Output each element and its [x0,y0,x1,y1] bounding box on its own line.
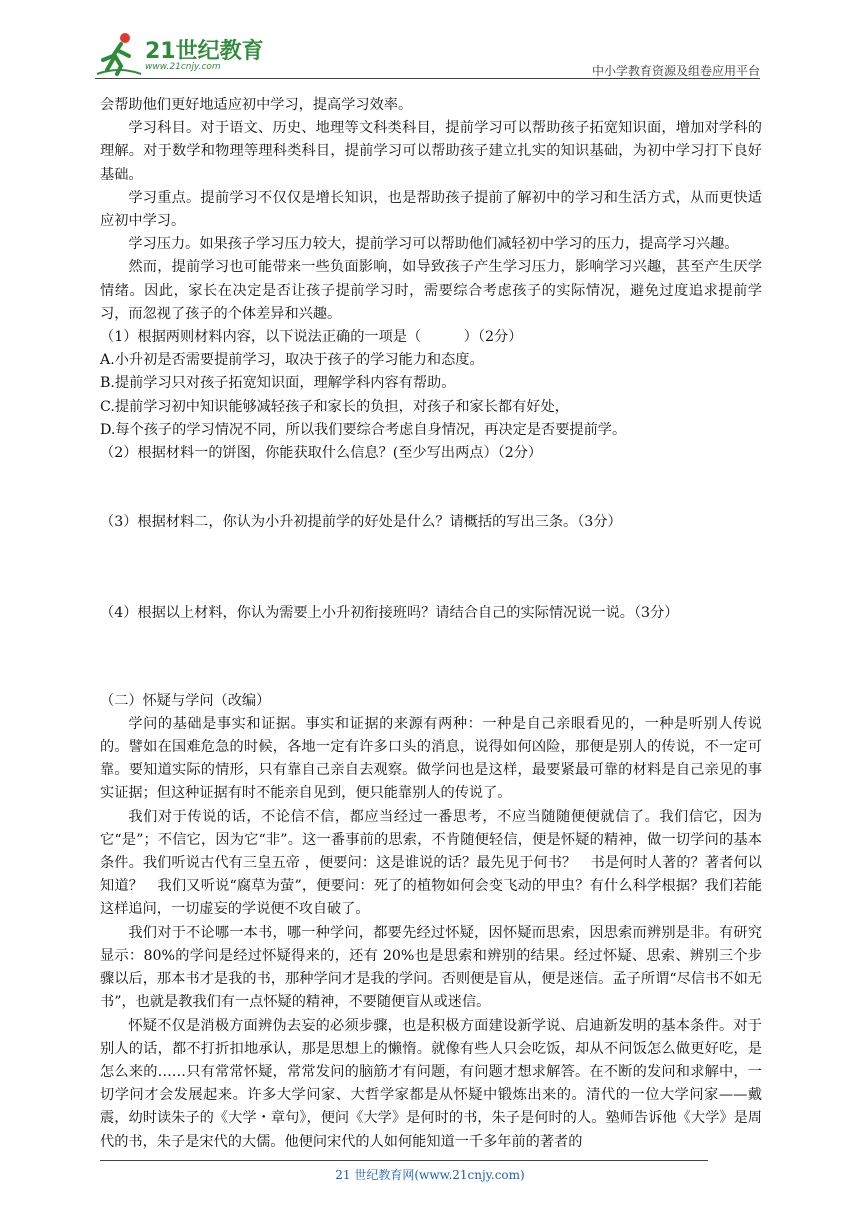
section-title: （二）怀疑与学问（改编） [100,692,271,709]
platform-title: 中小学教育资源及组卷应用平台 [591,64,760,78]
paragraph: 学问的基础是事实和证据。事实和证据的来源有两种：一种是自己亲眼看见的，一种是听别人传说的。譬如在国难危急的时候，各地一定有许多口头的消息，说得如何凶险，那便是别人的传说，不一定可靠。要知道实际的情形，只有靠自己亲自去观察。做学问也是这样，最要紧最可靠的材料是自己亲见的事实证据；但这种证据有时不能亲自见到，便只能靠别人的传说了。 [100,715,762,802]
document-body [100,94,762,1154]
paragraph: 学习重点。提前学习不仅仅是增长知识，也是帮助孩子提前了解初中的学习和生活方式，从而更快适应初中学习。 [100,189,762,230]
header-divider [95,78,760,79]
question-3: （3）根据材料二，你认为小升初提前学的好处是什么？请概括的写出三条。（3分） [100,514,622,531]
paragraph: 然而，提前学习也可能带来一些负面影响，如导致孩子产生学习压力，影响学习兴趣，甚至产生厌学情绪。因此，家长在决定是否让孩子提前学习时，需要综合考虑孩子的实际情况，避免过度追求提前学习，而忽视了孩子的个体差异和兴趣。 [100,259,762,322]
paragraph: 我们对于不论哪一本书，哪一种学问，都要先经过怀疑，因怀疑而思索，因思索而辨别是非。有研究显示：80%的学问是经过怀疑得来的，还有 20%也是思索和辨别的结果。经过怀疑、思索、辨别三个步骤以后，那本书才是我的书，那种学问才是我的学问。否则便是盲从，便是迷信。孟子所谓“尽信书不如无书”，也就是教我们有一点怀疑的精神，不要随便盲从或迷信。 [100,924,762,1011]
logo [95,30,275,78]
paragraph: 学习科目。对于语文、历史、地理等文科类科目，提前学习可以帮助孩子拓宽知识面，增加对学科的理解。对于数学和物理等理科类科目，提前学习可以帮助孩子建立扎实的知识基础，为初中学习打下良好基础。 [100,120,762,183]
paragraph: 怀疑不仅是消极方面辨伪去妄的必须步骤，也是积极方面建设新学说、启迪新发明的基本条件。对于别人的话，都不打折扣地承认，那是思想上的懒惰。就像有些人只会吃饭，却从不问饭怎么做更好吃，是怎么来的……只有常常怀疑，常常发问的脑筋才有问题，有问题才想求解答。在不断的发问和求解中，一切学问才会发展起来。许多大学问家、大哲学家都是从怀疑中锻炼出来的。清代的一位大学问家——戴震，幼时读朱子的《大学・章句》，便问《大学》是何时的书，朱子是何时的人。塾师告诉他《大学》是周代的书，朱子是宋代的大儒。他便问宋代的人如何能知道一千多年前的著者的 [100,1017,762,1150]
answer-space [100,626,762,690]
logo-text: 21世纪教育 [145,39,264,64]
footer-divider [100,1160,708,1161]
option-b: B.提前学习只对孩子拓宽知识面，理解学科内容有帮助。 [100,375,456,392]
paragraph: 我们对于传说的话，不论信不信，都应当经过一番思考，不应当随随便便就信了。我们信它，因为它“是”；不信它，因为它“非”。这一番事前的思索，不肯随便轻信，便是怀疑的精神，做一切学问的基本条件。我们听说古代有三皇五帝 ，便要问：这是谁说的话？最先见于何书？ 书是何时人著的？著者何以知道？ 我们又听说“腐草为萤”，便要问：死了的植物如何会变飞动的甲虫？有什么科学根据？我们若能这样追问，一切虚妄的学说便不攻自破了。 [100,808,762,918]
option-a: A.小升初是否需要提前学习，取决于孩子的学习能力和态度。 [100,352,484,369]
answer-space [100,534,762,602]
option-d: D.每个孩子的学习情况不同，所以我们要综合考虑自身情况，再决定是否要提前学。 [100,421,627,438]
logo-url: www.21cnjy.com [145,62,221,72]
answer-space [100,465,762,511]
question-1-stem: （1）根据两则材料内容，以下说法正确的一项是（ ）（2分） [100,329,523,346]
runner-logo-icon [95,30,143,78]
footer-link[interactable]: 21 世纪教育网(www.21cnjy.com) [335,1168,525,1182]
question-4: （4）根据以上材料，你认为需要上小升初衔接班吗？请结合自己的实际情况说一说。（3分） [100,605,679,622]
paragraph: 学习压力。如果孩子学习压力较大，提前学习可以帮助他们减轻初中学习的压力，提高学习兴趣。 [128,236,739,253]
paragraph: 会帮助他们更好地适应初中学习，提高学习效率。 [100,97,413,113]
question-2: （2）根据材料一的饼图，你能获取什么信息？(至少写出两点）（2分） [100,445,543,462]
option-c: C.提前学习初中知识能够减轻孩子和家长的负担，对孩子和家长都有好处， [100,398,569,415]
page-header [95,30,760,80]
